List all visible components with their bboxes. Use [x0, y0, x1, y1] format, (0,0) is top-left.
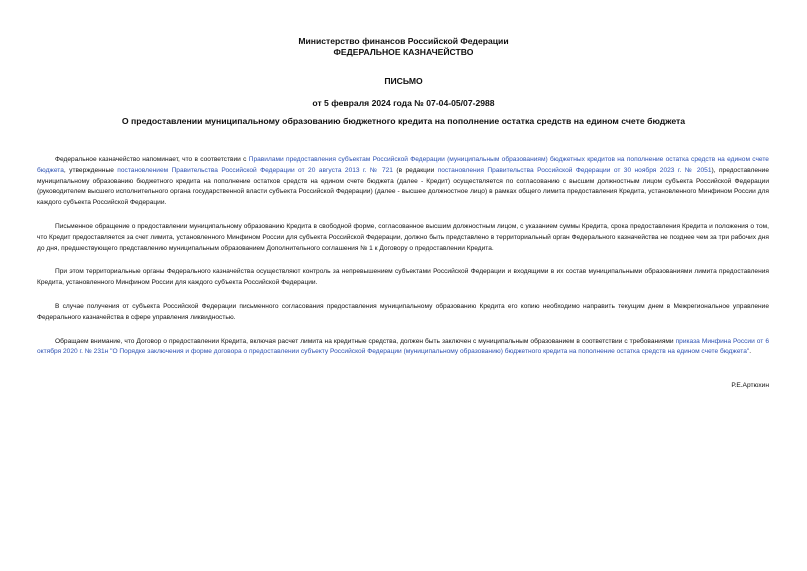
text-fragment: , утвержденные [63, 166, 118, 174]
resolution-2051-link[interactable]: постановления Правительства Российской Федерации от 30 ноября 2023 г. № 2051 [437, 166, 712, 174]
text-fragment: Федеральное казначейство напоминает, что в соответствии с [55, 156, 249, 163]
document-type: ПИСЬМО [384, 76, 423, 86]
text-fragment: . [749, 348, 752, 356]
paragraph-4: В случае получения от субъекта Российской Федерации письменного согласования предоставления муниципальному образованию Кредита его копию необходимо направить текущим днем в Межрегиональное управление Федерального казначейства в сфере управления ликвидностью. [37, 302, 769, 321]
paragraph-3: При этом территориальные органы Федерального казначейства осуществляют контроль за непревышением субъектами Российской Федерации и входящими в их состав муниципальными образованиями лимита предоставления Кредита, установленного Минфином России для каждого субъекта Российской Федерации. [37, 268, 769, 287]
paragraph-2: Письменное обращение о предоставлении муниципальному образованию Кредита в свободной форме, согласованное высшим должностным лицом, с указанием суммы Кредита, срока предоставления Кредита и положения о том, что Кредит предоставляется за счет лимита, установленного Минфином России для субъекта Российской Федерации, должно быть представлено в территориальный орган Федерального казначейства не позднее чем за три рабочих дня до дня, предшествующего представлению муниципальным образованием Дополнительного соглашения № 1 к Договору о предоставлении Кредита. [37, 222, 769, 252]
document-date-number: от 5 февраля 2024 года № 07-04-05/07-2988 [312, 98, 495, 108]
document-subject: О предоставлении муниципальному образованию бюджетного кредита на пополнение остатка средств на едином счете бюджета [121, 116, 686, 126]
text-fragment: ), предоставление муниципальному образованию бюджетного кредита на пополнение остатков средств на едином счете бюджета (далее - Кредит) осуществляется по согласованию с высшим должностным лицом субъекта Российской Федерации (руководителем высшего исполнительного органа государственной власти субъекта Российской Федерации) (далее - высшее должностное лицо) в рамках общего лимита предоставления Кредита, установленного Минфином России для каждого субъекта Российской Федерации. [37, 166, 769, 207]
order-231n-link[interactable]: приказа Минфина России от 6 октября 2020 г. № 231н "О Порядке заключения и форме договора о предоставлении субъекту Российской Федерации (муниципальному образованию) бюджетного кредита на пополнение остатка средств на едином счете бюджета" [37, 337, 769, 356]
document-body [37, 155, 769, 371]
text-fragment: (в редакции [392, 166, 438, 174]
signature: Р.Е.Артюхин [731, 382, 769, 389]
paragraph-1 [37, 155, 769, 209]
letter-header [0, 36, 807, 109]
agency-name: ФЕДЕРАЛЬНОЕ КАЗНАЧЕЙСТВО [333, 47, 474, 57]
resolution-721-link[interactable]: постановлением Правительства Российской Федерации от 20 августа 2013 г. № 721 [117, 166, 393, 174]
ministry-name: Министерство финансов Российской Федерации [298, 36, 509, 46]
rules-link[interactable]: Правилами предоставления субъектам Российской Федерации (муниципальным образованиям) бюджетных кредитов на пополнение остатка средств на едином счете бюджета [37, 156, 769, 174]
text-fragment: Обращаем внимание, что Договор о предоставлении Кредита, включая расчет лимита на кредитные средства, должен быть заключен с муниципальным образованием в соответствии с требованиями [55, 337, 676, 345]
paragraph-5 [37, 337, 769, 359]
